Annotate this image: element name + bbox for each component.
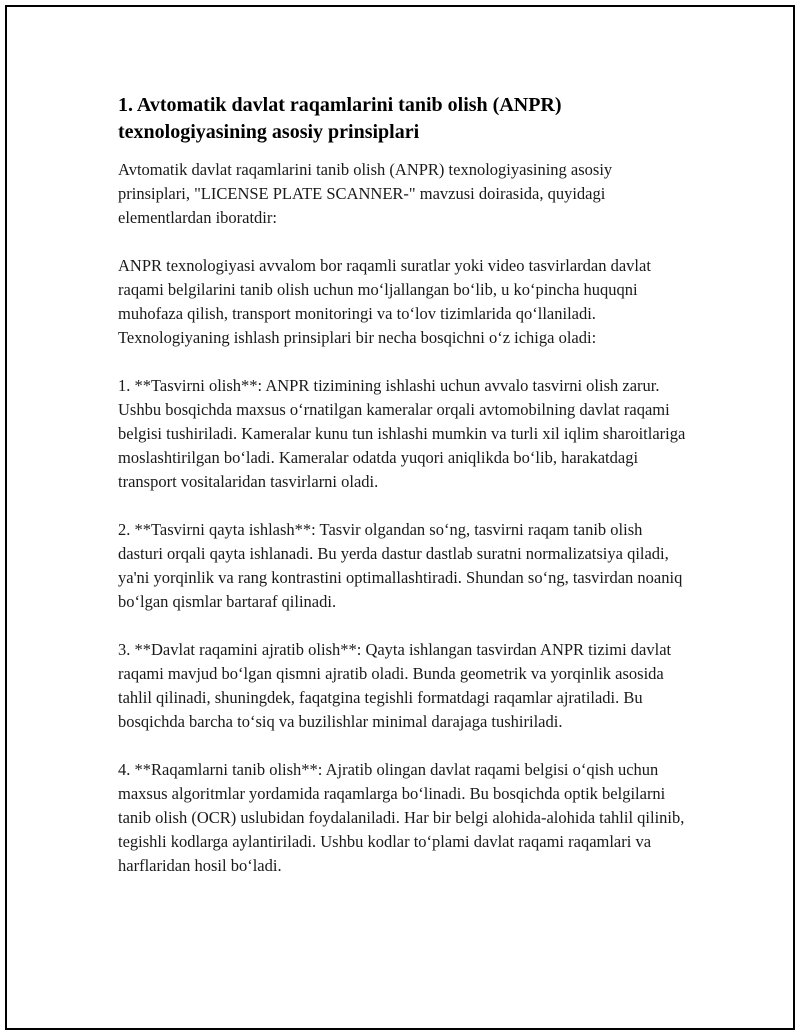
step-3-paragraph: 3. **Davlat raqamini ajratib olish**: Qayta ishlangan tasvirdan ANPR tizimi davlat raqami mavjud boʻlgan qismni ajratib oladi. Bunda geometrik va yorqinlik asosida tahlil qilinadi, shuningdek, faqatgina tegishli formatdagi raqamlar ajratiladi. Bu bosqichda barcha toʻsiq va buzilishlar minimal darajaga tushiriladi. [118, 640, 672, 731]
overview-paragraph: ANPR texnologiyasi avvalom bor raqamli suratlar yoki video tasvirlardan davlat raqami belgilarini tanib olish uchun moʻljallangan boʻlib, u koʻpincha huquqni muhofaza qilish, transport monitoringi va toʻlov tizimlarida qoʻllaniladi. Texnologiyaning ishlash prinsiplari bir necha bosqichni oʻz ichiga oladi: [118, 256, 651, 347]
section-heading: 1. Avtomatik davlat raqamlarini tanib olish (ANPR) texnologiyasining asosiy prinsiplari [118, 94, 562, 143]
document-body [118, 92, 688, 902]
step-4-paragraph: 4. **Raqamlarni tanib olish**: Ajratib olingan davlat raqami belgisi oʻqish uchun maxsus algoritmlar yordamida raqamlarga boʻlinadi. Bu bosqichda optik belgilarni tanib olish (OCR) uslubidan foydalaniladi. Har bir belgi alohida-alohida tahlil qilinib, tegishli kodlarga aylantiriladi. Ushbu kodlar toʻplami davlat raqami raqamlari va harflaridan hosil boʻladi. [118, 760, 685, 875]
intro-paragraph: Avtomatik davlat raqamlarini tanib olish (ANPR) texnologiyasining asosiy prinsiplari, "LICENSE PLATE SCANNER-" mavzusi doirasida, quyidagi elementlardan iboratdir: [118, 160, 613, 227]
step-2-paragraph: 2. **Tasvirni qayta ishlash**: Tasvir olgandan soʻng, tasvirni raqam tanib olish dasturi orqali qayta ishlanadi. Bu yerda dastur dastlab suratni normalizatsiya qiladi, ya'ni yorqinlik va rang kontrastini optimallashtiradi. Shundan soʻng, tasvirdan noaniq boʻlgan qismlar bartaraf qilinadi. [118, 520, 683, 611]
step-1-paragraph: 1. **Tasvirni olish**: ANPR tizimining ishlashi uchun avvalo tasvirni olish zarur. Ushbu bosqichda maxsus oʻrnatilgan kameralar orqali avtomobilning davlat raqami belgisi tushiriladi. Kameralar kunu tun ishlashi mumkin va turli xil iqlim sharoitlariga moslashtirilgan boʻladi. Kameralar odatda yuqori aniqlikda boʻlib, harakatdagi transport vositalaridan tasvirlarni oladi. [118, 376, 686, 491]
